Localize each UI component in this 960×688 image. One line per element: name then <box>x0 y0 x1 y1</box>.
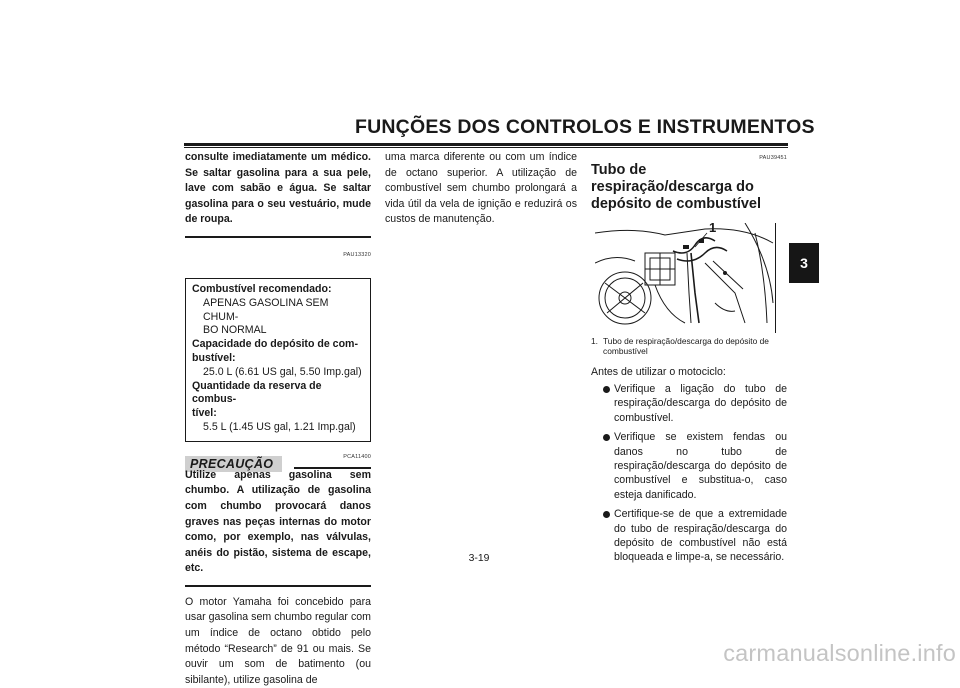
spec-value-fuel-b: BO NORMAL <box>203 324 267 337</box>
figure-caption <box>591 336 787 356</box>
warning-continuation: consulte imediatamente um médico. Se saltar gasolina para a sua pele, lave com sabão e água. Se saltar gasolina para o seu vestuário, mude de roupa. <box>185 151 371 226</box>
page-number: 3-19 <box>468 553 490 564</box>
figure-breather-hose <box>595 223 776 333</box>
caution-code: PCA11400 <box>343 453 371 460</box>
figure-callout-1: 1 <box>709 223 717 235</box>
caption-text-b: combustível <box>603 346 648 357</box>
spec-label-reserve-a: Quantidade da reserva de combus- <box>192 379 322 406</box>
body-paragraph-continued: uma marca diferente ou com um índice de octano superior. A utilização de combustível sem chumbo prolongará a vida útil da vela de ignição e reduzirá os custos de manutenção. <box>385 151 577 226</box>
spec-label-capacity-b: bustível: <box>192 351 236 364</box>
chapter-tab[interactable]: 3 <box>789 243 819 283</box>
caution-end-rule <box>185 585 371 587</box>
bullet-icon <box>603 434 610 441</box>
spec-value-reserve: 5.5 L (1.45 US gal, 1.21 Imp.gal) <box>203 420 356 433</box>
fuel-spec-box <box>185 278 371 442</box>
spec-label-fuel: Combustível recomendado: <box>192 282 332 295</box>
ref-code: PAU13320 <box>343 251 371 258</box>
title-rule <box>184 143 788 146</box>
column-right <box>591 150 787 570</box>
body-paragraph: O motor Yamaha foi concebido para usar gasolina sem chumbo regular com um índice de octano obtido pelo método “Research” de 91 ou mais. Se ouvir um som de batimento (ou sibilante), utilize gasolina de <box>185 595 371 686</box>
bullets-intro: Antes de utilizar o motociclo: <box>591 366 726 379</box>
section-code: PAU39451 <box>759 155 787 161</box>
column-left <box>185 150 371 688</box>
list-item: Verifique a ligação do tubo de respiração/descarga do depósito de combustível. <box>591 382 787 425</box>
caution-text: Utilize apenas gasolina sem chumbo. A utilização de gasolina com chumbo provocará danos graves nas peças internas do motor como, por exemplo, nas válvulas, anéis do pistão, sistema de escape, etc. <box>185 468 371 575</box>
checklist <box>591 382 787 565</box>
caption-text-a: Tubo de respiração/descarga do depósito de <box>603 336 769 346</box>
list-item: Verifique se existem fendas ou danos no tubo de respiração/descarga do depósito de combustível e substitua-o, caso esteja danificado. <box>591 430 787 502</box>
list-item: Certifique-se de que a extremidade do tubo de respiração/descarga do depósito de combustível não está bloqueada e limpe-a, se necessário. <box>591 507 787 565</box>
bullet-icon <box>603 386 610 393</box>
column-middle <box>385 150 577 228</box>
warning-end-rule <box>185 236 371 238</box>
figure-illustration <box>595 223 775 333</box>
caution-badge: PRECAUÇÃO <box>185 456 282 472</box>
spec-value-capacity: 25.0 L (6.61 US gal, 5.50 Imp.gal) <box>203 365 362 378</box>
spec-label-reserve-b: tível: <box>192 407 217 420</box>
page-title: FUNÇÕES DOS CONTROLOS E INSTRUMENTOS <box>355 116 815 138</box>
spec-label-capacity-a: Capacidade do depósito de com- <box>192 338 358 351</box>
watermark: carmanualsonline.info <box>723 640 956 666</box>
caption-number: 1. <box>591 336 598 346</box>
spec-value-fuel-a: APENAS GASOLINA SEM CHUM- <box>203 296 329 323</box>
section-title: Tubo de respiração/descarga do depósito de combustível <box>591 162 761 212</box>
title-rule-thin <box>184 147 788 148</box>
bullet-icon <box>603 511 610 518</box>
